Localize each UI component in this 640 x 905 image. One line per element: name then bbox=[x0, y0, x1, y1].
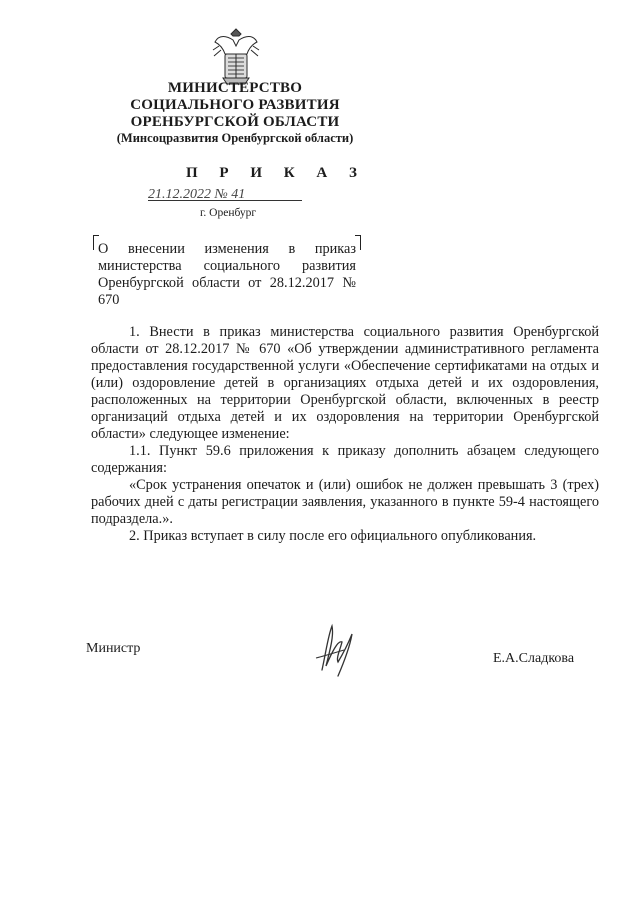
order-title: П Р И К А З bbox=[186, 165, 366, 181]
ministry-name-line-1: МИНИСТЕРСТВО bbox=[167, 80, 303, 96]
date-underline bbox=[148, 200, 302, 201]
signatory-title: Министр bbox=[86, 641, 141, 656]
paragraph-quote: «Срок устранения опечаток и (или) ошибок не должен превышать 3 (трех) рабочих дней с даты регистрации заявления, указанного в пункте 59-4 настоящего подраздела.». bbox=[91, 477, 599, 527]
paragraph-1: 1. Внести в приказ министерства социального развития Оренбургской области от 28.12.2017 № 670 «Об утверждении административного регламента предоставления государственной услуги «Обеспечение сертификатами на отдых и (или) оздоровление детей в организациях отдыха детей и их оздоровления, расположенных на территории Оренбургской области, включенных в реестр организаций отдыха детей и их оздоровления на территории Оренбургской области» следующее изменение: bbox=[91, 324, 599, 442]
ministry-name-line-3: ОРЕНБУРГСКОЙ ОБЛАСТИ bbox=[130, 114, 340, 130]
ministry-short-name: (Минсоцразвития Оренбургской области) bbox=[116, 131, 354, 145]
paragraph-1-1: 1.1. Пункт 59.6 приложения к приказу дополнить абзацем следующего содержания: bbox=[91, 443, 599, 476]
order-city: г. Оренбург bbox=[200, 207, 257, 219]
order-body bbox=[91, 324, 599, 545]
signatory-name: Е.А.Сладкова bbox=[493, 651, 575, 666]
order-subject: О внесении изменения в приказ министерства социального развития Оренбургской области от 28.12.2017 № 670 bbox=[98, 241, 356, 308]
order-date-number bbox=[148, 187, 308, 203]
coat-of-arms-icon bbox=[209, 28, 263, 86]
handwritten-signature bbox=[308, 622, 368, 680]
ministry-name bbox=[100, 80, 370, 146]
order-date-number-text: 21.12.2022 № 41 bbox=[148, 187, 246, 202]
ministry-name-line-2: СОЦИАЛЬНОГО РАЗВИТИЯ bbox=[130, 97, 340, 113]
paragraph-2: 2. Приказ вступает в силу после его официального опубликования. bbox=[129, 528, 537, 544]
